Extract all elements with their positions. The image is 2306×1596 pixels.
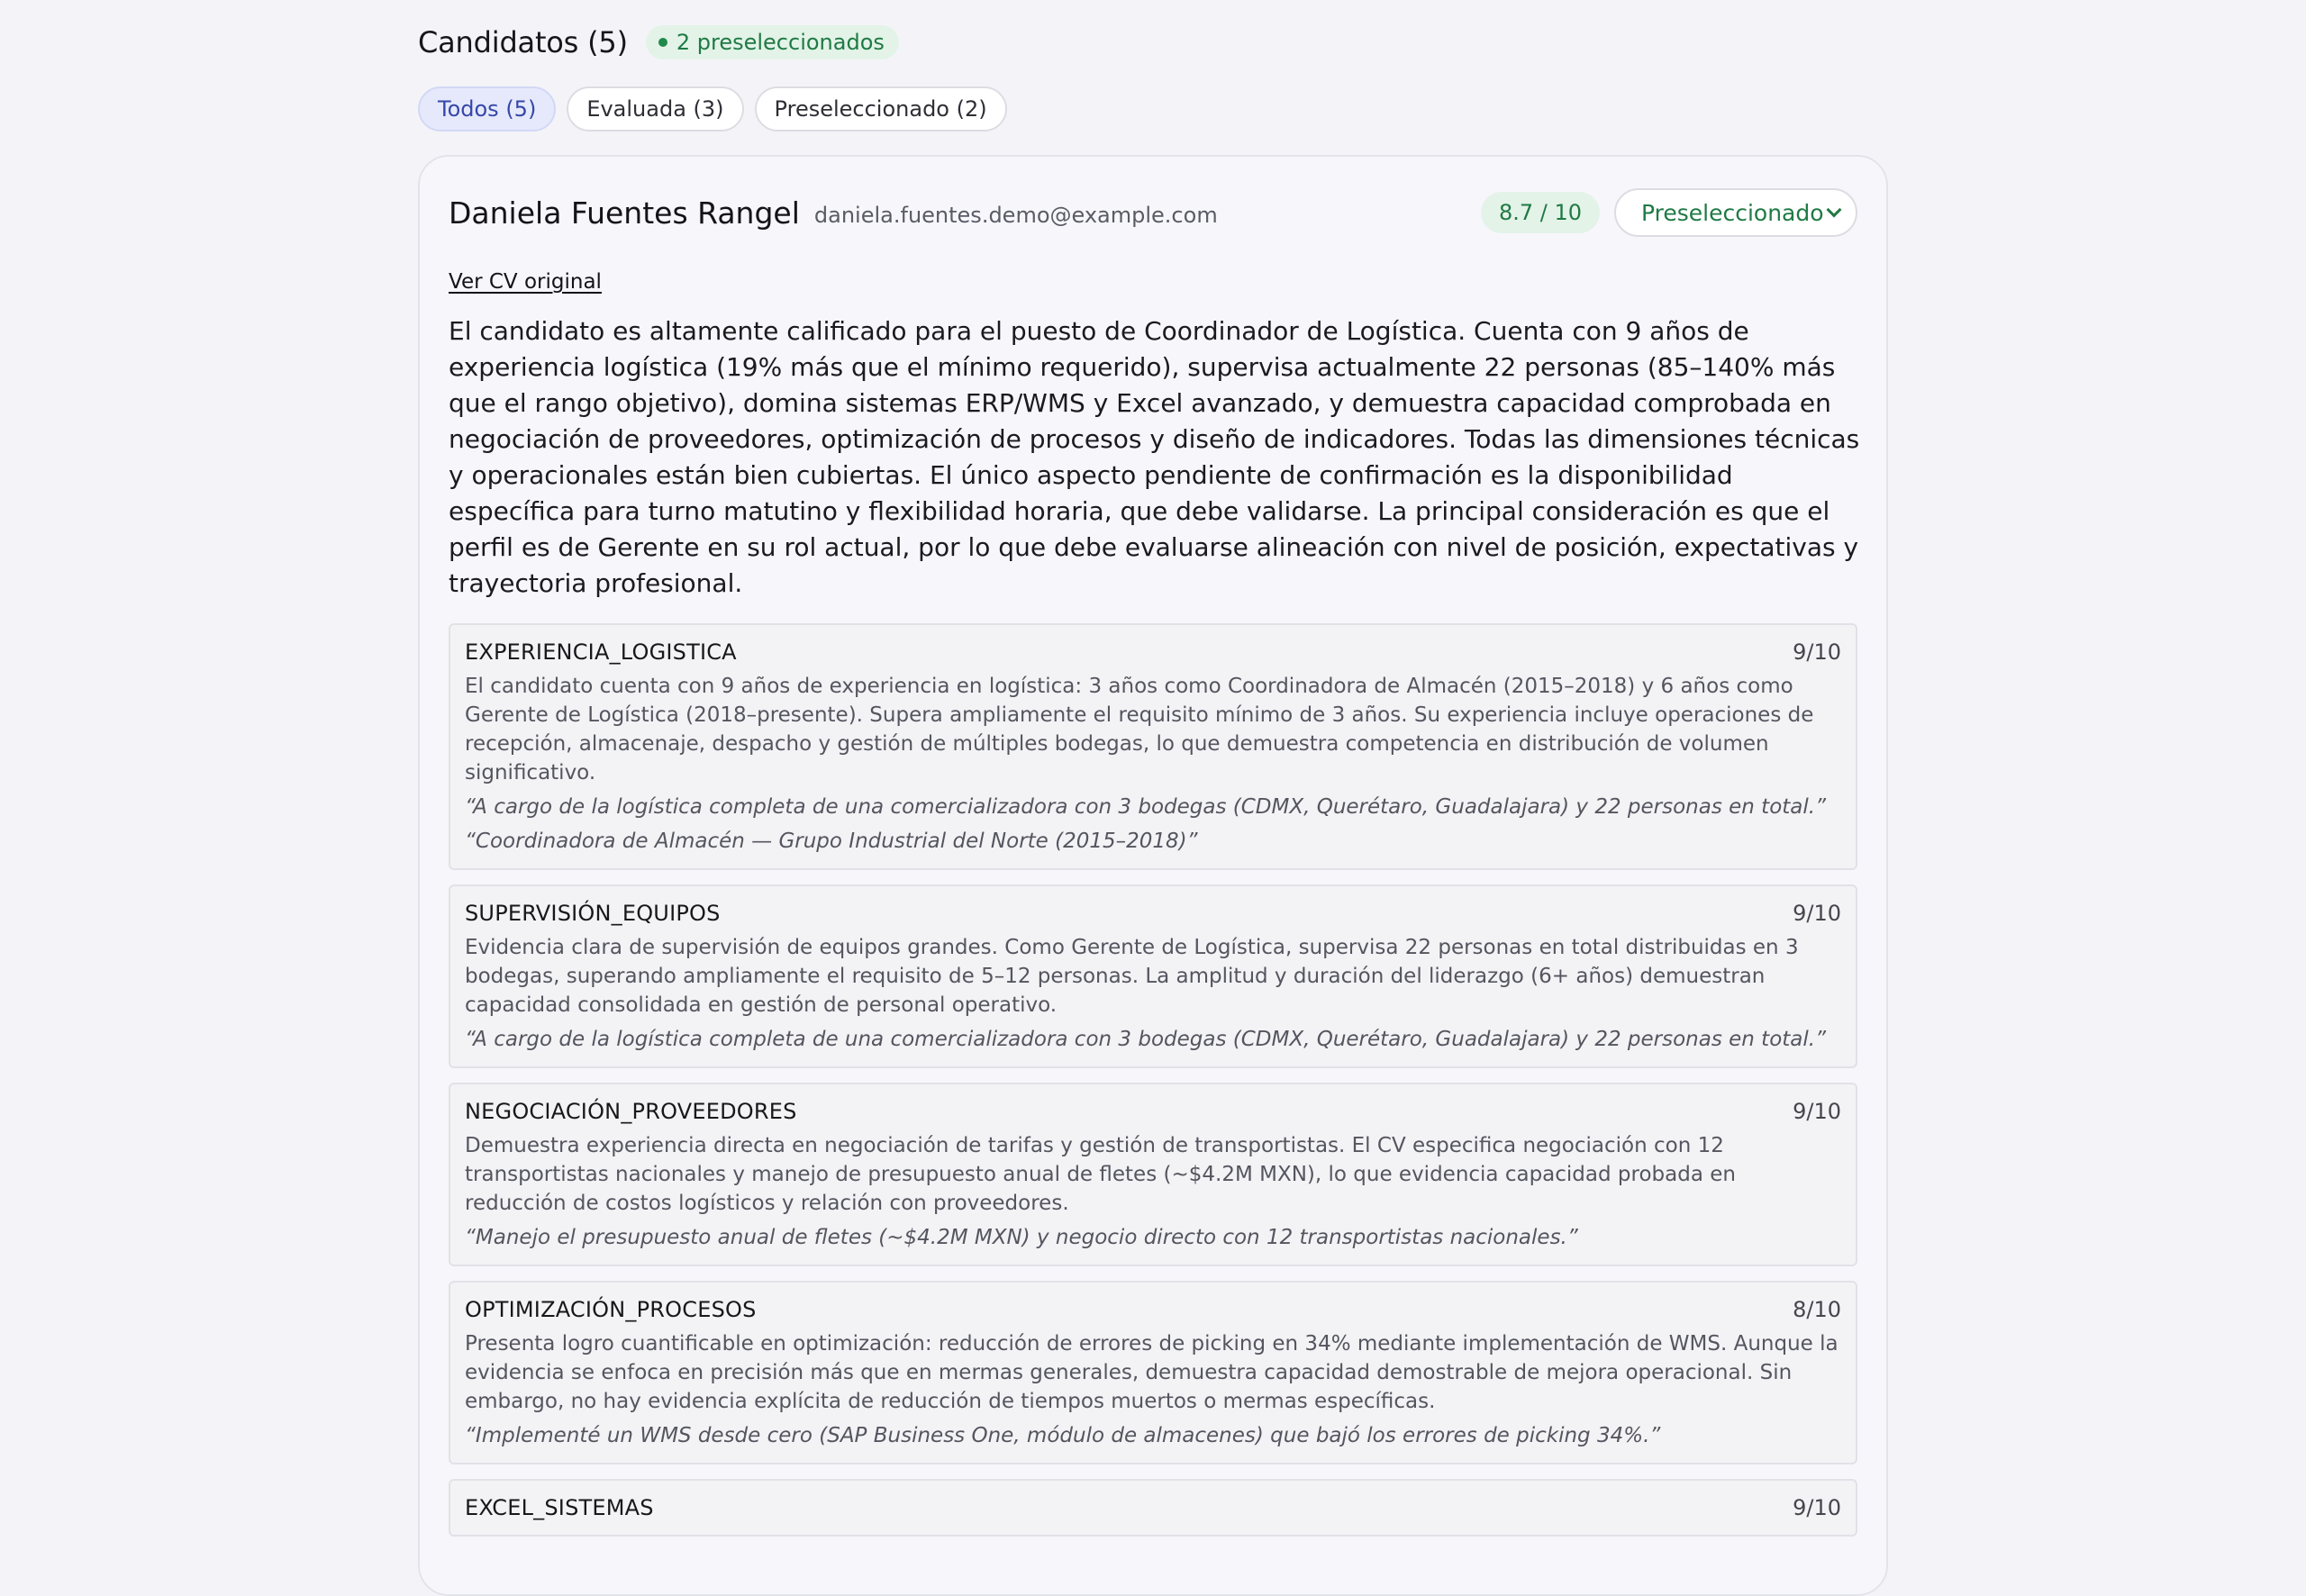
status-dot-icon	[658, 38, 667, 47]
filter-all[interactable]: Todos (5)	[418, 86, 556, 131]
criterion-description: El candidato cuenta con 9 años de experiencia en logística: 3 años como Coordinadora de Almacén (2015–2018) y 6 años como Gerente de Logística (2018–presente). Supera ampliamente el requisito mínimo de 3 años. Su experiencia incluye operaciones de recepción, almacenaje, despacho y gestión de múltiples bodegas, lo que demuestra competencia en distribución de volumen significativo.	[465, 675, 1814, 784]
candidate-email: daniela.fuentes.demo@example.com	[813, 203, 1218, 228]
criterion-score: 9/10	[1793, 1099, 1841, 1124]
criterion-quote: “A cargo de la logística completa de una comercializadora con 3 bodegas (CDMX, Querétaro, Guadalajara) y 22 personas en total.”	[465, 795, 1827, 819]
header-row	[418, 0, 1888, 85]
candidates-panel	[418, 0, 1888, 1596]
criterion-score: 9/10	[1793, 639, 1841, 665]
status-select[interactable]	[1614, 188, 1857, 237]
criterion-quote: “Implementé un WMS desde cero (SAP Business One, módulo de almacenes) que bajó los errores de picking 34%.”	[465, 1424, 1661, 1447]
chevron-down-icon	[1827, 203, 1842, 218]
criterion-quote: “A cargo de la logística completa de una comercializadora con 3 bodegas (CDMX, Querétaro, Guadalajara) y 22 personas en total.”	[465, 1028, 1827, 1051]
criteria-list	[449, 623, 1857, 1537]
candidate-card	[418, 155, 1888, 1596]
page-title: Candidatos (5)	[418, 25, 628, 59]
candidate-summary: El candidato es altamente calificado para el puesto de Coordinador de Logística. Cuenta con 9 años de experiencia logística (19% más que el mínimo requerido), supervisa actualmente 22 personas (85–140% más que el rango objetivo), domina sistemas ERP/WMS y Excel avanzado, y demuestra capacidad comprobada en negociación de proveedores, optimización de procesos y diseño de indicadores. Todas las dimensiones técnicas y operacionales están bien cubiertas. El único aspecto pendiente de confirmación es la disponibilidad específica para turno matutino y flexibilidad horaria, que debe validarse. La principal consideración es que el perfil es de Gerente en su rol actual, por lo que debe evaluarse alineación con nivel de posición, expectativas y trayectoria profesional.	[449, 316, 1860, 598]
status-select-value: Preseleccionado	[1641, 199, 1824, 226]
criterion-name: EXCEL_SISTEMAS	[465, 1495, 654, 1520]
criterion-name: SUPERVISIÓN_EQUIPOS	[465, 901, 721, 926]
criterion-description: Evidencia clara de supervisión de equipos grandes. Como Gerente de Logística, supervisa 22 personas en total distribuidas en 3 bodegas, superando ampliamente el requisito de 5–12 personas. La amplitud y duración del liderazgo (6+ años) demuestran capacidad consolidada en gestión de personal operativo.	[465, 936, 1799, 1017]
filter-tabs	[418, 86, 1888, 131]
candidate-name: Daniela Fuentes Rangel	[449, 195, 800, 231]
candidate-score: 8.7 / 10	[1481, 192, 1600, 233]
filter-shortlisted[interactable]: Preseleccionado (2)	[755, 86, 1007, 131]
criterion-score: 8/10	[1793, 1297, 1841, 1322]
criterion-quote: “Manejo el presupuesto anual de fletes (~$4.2M MXN) y negocio directo con 12 transportistas nacionales.”	[465, 1226, 1578, 1249]
criterion-card	[449, 1479, 1857, 1537]
criterion-card	[449, 1083, 1857, 1266]
shortlisted-badge-label: 2 preseleccionados	[676, 30, 885, 55]
criterion-description: Demuestra experiencia directa en negociación de tarifas y gestión de transportistas. El CV especifica negociación con 12 transportistas nacionales y manejo de presupuesto anual de fletes (~$4.2M MXN), lo que evidencia capacidad probada en reducción de costos logísticos y relación con proveedores.	[465, 1134, 1736, 1215]
criterion-card	[449, 884, 1857, 1068]
view-cv-link[interactable]: Ver CV original	[449, 270, 602, 294]
criterion-name: EXPERIENCIA_LOGISTICA	[465, 639, 737, 665]
criterion-name: OPTIMIZACIÓN_PROCESOS	[465, 1297, 757, 1322]
criterion-score: 9/10	[1793, 1495, 1841, 1520]
criterion-name: NEGOCIACIÓN_PROVEEDORES	[465, 1099, 797, 1124]
filter-evaluated[interactable]: Evaluada (3)	[567, 86, 743, 131]
candidate-header	[449, 186, 1857, 240]
criterion-score: 9/10	[1793, 901, 1841, 926]
criterion-description: Presenta logro cuantificable en optimización: reducción de errores de picking en 34% mediante implementación de WMS. Aunque la evidencia se enfoca en precisión más que en mermas generales, demuestra capacidad demostrable de mejora operacional. Sin embargo, no hay evidencia explícita de reducción de tiempos muertos o mermas específicas.	[465, 1332, 1838, 1413]
criterion-card	[449, 1281, 1857, 1465]
criterion-quote: “Coordinadora de Almacén — Grupo Industrial del Norte (2015–2018)”	[465, 830, 1198, 853]
shortlisted-badge	[646, 25, 899, 59]
criterion-card	[449, 623, 1857, 870]
